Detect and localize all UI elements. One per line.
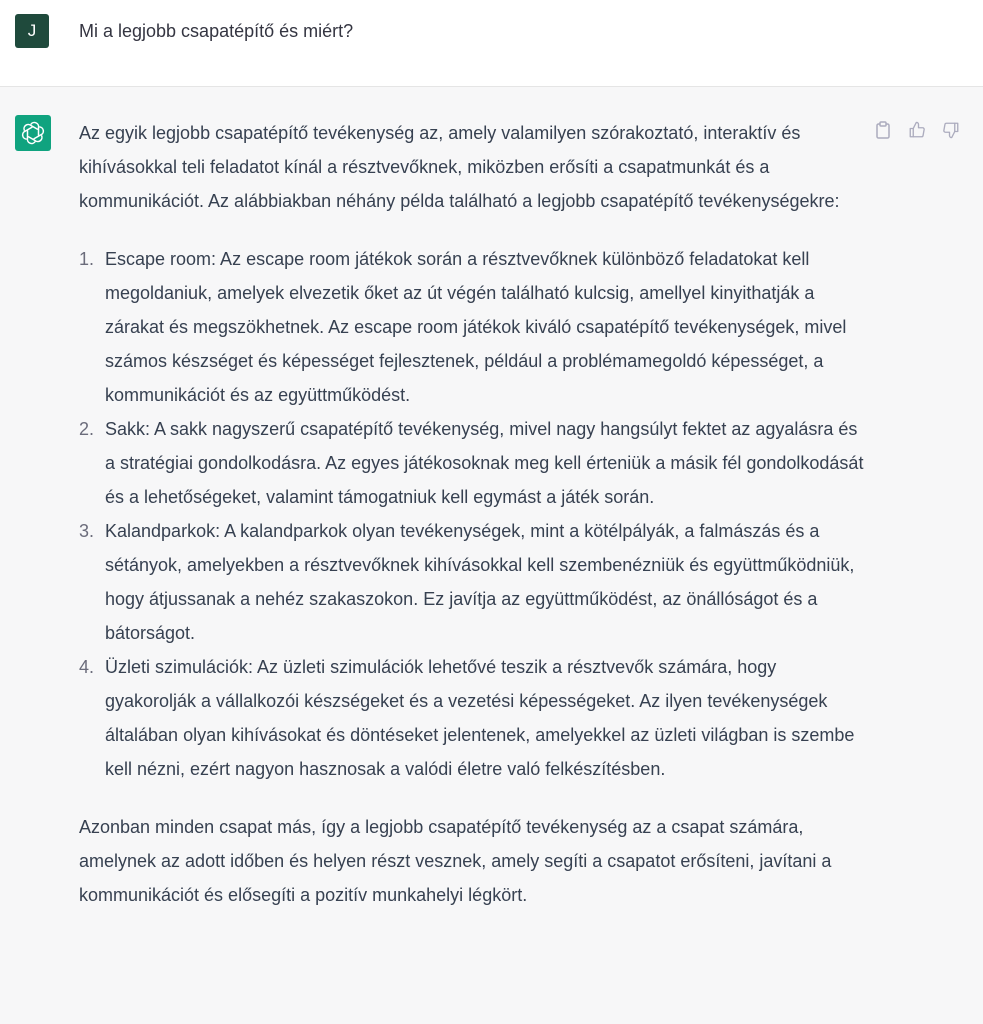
user-message-row [0, 0, 983, 87]
list-item [79, 242, 869, 412]
openai-logo-icon [15, 115, 51, 151]
intro-paragraph: Az egyik legjobb csapatépítő tevékenység az, amely valamilyen szórakoztató, interaktív és kihívásokkal teli feladatot kínál a résztvevőknek, miközben erősíti a csapatmunkát és a kommunikációt. Az alábbiakban néhány példa található a legjobb csapatépítő tevékenységekre: [79, 123, 840, 211]
assistant-message-row [0, 87, 983, 1024]
list-item-text: Sakk: A sakk nagyszerű csapatépítő tevékenység, mivel nagy hangsúlyt fektet az agyalásra és a stratégiai gondolkodásra. Az egyes játékosoknak meg kell érteniük a másik fél gondolkodását és a lehetőségeket, valamint támogatniuk kell egymást a játék során. [105, 419, 864, 507]
list-item-text: Kalandparkok: A kalandparkok olyan tevékenységek, mint a kötélpályák, a falmászás és a sétányok, amelyekben a résztvevőknek kihívásokkal kell szembenézniük és együttműködniük, hogy átjussanak a nehéz szakaszokon. Ez javítja az együttműködést, az önállóságot és a bátorságot. [105, 521, 855, 643]
list-item-text: Üzleti szimulációk: Az üzleti szimulációk lehetővé teszik a résztvevők számára, hogy gyakorolják a vállalkozói készségeket és a vezetési képességeket. Az ilyen tevékenységek általában olyan kihívásokat és döntéseket jelentenek, amelyekkel az üzleti világban is szembe kell nézni, ezért nagyon hasznosak a valódi életre való felkészítésben. [105, 657, 855, 779]
list-item-text: Escape room: Az escape room játékok során a résztvevőknek különböző feladatokat kell megoldaniuk, amelyek elvezetik őket az út végén található kulcsig, amellyel kinyithatják a zárakat és megszökhetnek. Az escape room játékok kiváló csapatépítő tevékenységek, mivel számos készséget és képességet fejlesztenek, például a problémamegoldó képességet, a kommunikációt és az együttműködést. [105, 249, 847, 405]
user-message-text: Mi a legjobb csapatépítő és miért? [79, 21, 354, 41]
message-actions [872, 119, 962, 141]
list-item-number: 2. [79, 419, 95, 439]
list-item [79, 412, 869, 514]
assistant-message-content [79, 116, 869, 912]
thumbs-down-icon[interactable] [940, 119, 962, 141]
activity-list [79, 242, 869, 786]
list-item-number: 1. [79, 249, 95, 269]
outro-paragraph: Azonban minden csapat más, így a legjobb csapatépítő tevékenység az a csapat számára, amelynek az adott időben és helyen részt vesznek, amely segíti a csapatot erősíteni, javítani a kommunikációt és elősegíti a pozitív munkahelyi légkört. [79, 817, 832, 905]
list-item [79, 514, 869, 650]
clipboard-icon[interactable] [872, 119, 894, 141]
list-item-number: 3. [79, 521, 95, 541]
thumbs-up-icon[interactable] [906, 119, 928, 141]
list-item-number: 4. [79, 657, 95, 677]
user-avatar: J [15, 14, 49, 48]
list-item [79, 650, 869, 786]
